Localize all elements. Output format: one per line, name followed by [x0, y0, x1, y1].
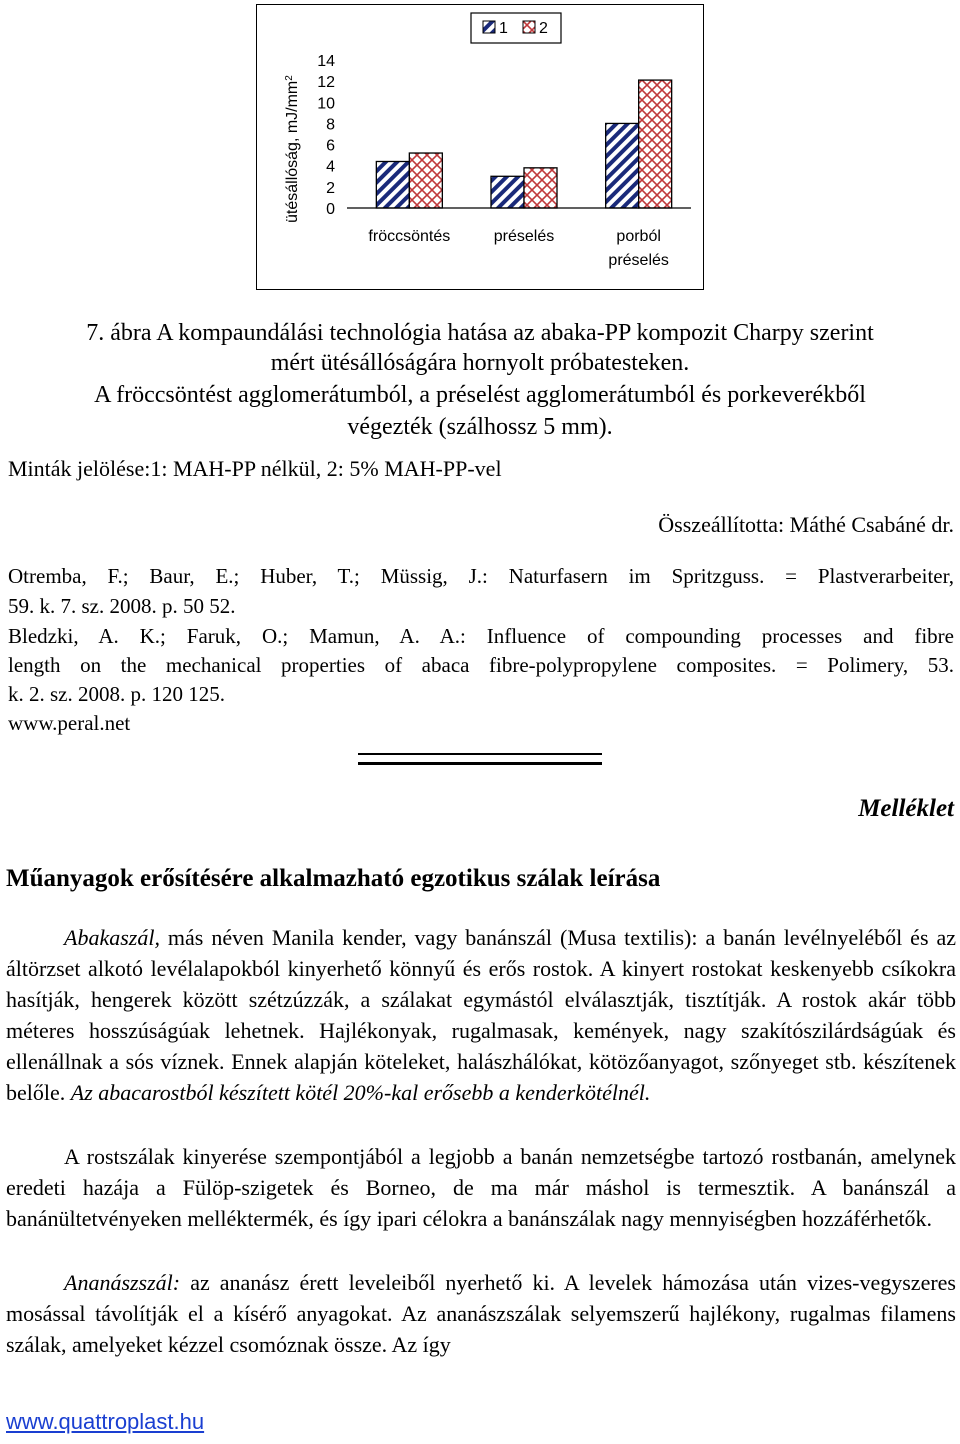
x-category-label: préselés [493, 228, 555, 245]
bar-2-1 [409, 153, 442, 208]
chart-frame [256, 4, 704, 290]
y-tick-label: 6 [326, 137, 335, 155]
bar-2-2 [524, 168, 557, 208]
paragraph-abaca-text: más néven Manila kender, vagy banánszál (Musa textilis): a banán levélnyeléből és az áltörzset alkotó levélalapokból kinyerhető könnyű és erős rostok. A kinyert rostokat keskenyebb csíkokra hasítják, hengerek között szétzúzzák, a szálakat egymástól elválasztják, tisztítják. A rostok akár több méteres hosszúságúak lehetnek. Hajlékonyak, rugalmasak, kemények, nagy szakítószilárdságúak és ellenállnak a sós víznek. Ennek alapján köteleket, halászhálókat, kötözőanyagot, szőnyeget stb. készítenek belőle. [6, 925, 956, 1105]
x-category-label: fröccsöntés [368, 228, 451, 245]
legend-swatch-2 [523, 21, 535, 33]
reference-2-line-1: Bledzki, A. K.; Faruk, O.; Mamun, A. A.: Influence of compounding processes and fibre [8, 624, 954, 648]
y-tick-label: 0 [326, 201, 335, 218]
reference-2-line-2: length on the mechanical properties of abaca fibre-polypropylene composites. = Polimery, 53. [8, 653, 954, 677]
appendix-label: Melléklet [858, 795, 954, 822]
x-category-label: préselés [608, 252, 669, 269]
term-pineapple: Ananászszál: [64, 1270, 181, 1295]
figure-caption-line-2: mért ütésállóságára hornyolt próbatesteken. [270, 350, 690, 376]
reference-1-line-1: Otremba, F.; Baur, E.; Huber, T.; Müssig, J.: Naturfasern im Spritzguss. = Plastverarbeiter, [8, 564, 954, 588]
reference-1-line-2: 59. k. 7. sz. 2008. p. 50 52. [8, 594, 236, 618]
x-category-label: porból [616, 228, 661, 245]
bar-1-1 [376, 161, 409, 208]
bar-chart [257, 5, 705, 291]
y-tick-label: 8 [326, 116, 335, 134]
y-tick-label: 14 [317, 53, 335, 70]
separator-rule-bottom [358, 762, 602, 765]
bar-1-2 [491, 176, 524, 208]
figure-caption-line-1: 7. ábra A kompaundálási technológia hatása az abaka-PP kompozit Charpy szerint [86, 320, 874, 346]
footer-website-link[interactable]: www.quattroplast.hu [6, 1409, 205, 1434]
figure-caption-line-3: A fröccsöntést agglomerátumból, a préselést agglomerátumból és porkeverékből [94, 382, 866, 408]
legend-label-1: 1 [499, 20, 508, 37]
y-tick-label: 10 [317, 95, 335, 113]
separator-rule-top [358, 753, 602, 755]
paragraph-pineapple [6, 1267, 956, 1360]
legend-swatch-1 [483, 21, 495, 33]
y-tick-label: 2 [326, 179, 335, 197]
paragraph-abaca-italic: Az abacarostból készített kötél 20%-kal erősebb a kenderkötélnél. [70, 1080, 651, 1105]
bar-1-3 [606, 123, 639, 208]
section-title: Műanyagok erősítésére alkalmazható egzotikus szálak leírása [6, 865, 661, 892]
compiled-by: Összeállította: Máthé Csabáné dr. [658, 512, 954, 537]
term-abaca: Abakaszál, [64, 925, 160, 950]
bar-2-3 [639, 80, 672, 208]
paragraph-banana: A rostszálak kinyerése szempontjából a legjobb a banán nemzetségbe tartozó rostbanán, amelynek eredeti hazája a Fülöp-szigetek és Borneo, de ma már máshol is termesztik. A banánszál a banánültetvényeken melléktermék, és így ipari célokra a banánszálak nagy mennyiségben hozzáférhetők. [6, 1144, 956, 1231]
paragraph-pineapple-text: az ananász érett leveleiből nyerhető ki. A levelek hámozása után vizes-vegyszeres mosással távolítják el a kísérő anyagokat. Az ananászszálak selyemszerű hajlékony, rugalmas filamens szálak, amelyeket kézzel csomóznak össze. Az így [6, 1270, 956, 1357]
y-axis-label: ütésállóság, $mJ/mm^2$ [283, 75, 301, 223]
reference-2-line-3: k. 2. sz. 2008. p. 120 125. [8, 682, 225, 706]
paragraph-abaca [6, 922, 956, 1108]
sample-legend-note: Minták jelölése:1: MAH-PP nélkül, 2: 5% MAH-PP-vel [8, 456, 502, 481]
reference-website: www.peral.net [8, 711, 131, 735]
legend-label-2: 2 [539, 20, 548, 37]
figure-caption-line-4: végezték (szálhossz 5 mm). [347, 414, 613, 440]
y-tick-label: 4 [326, 158, 335, 176]
y-tick-label: 12 [317, 74, 335, 92]
